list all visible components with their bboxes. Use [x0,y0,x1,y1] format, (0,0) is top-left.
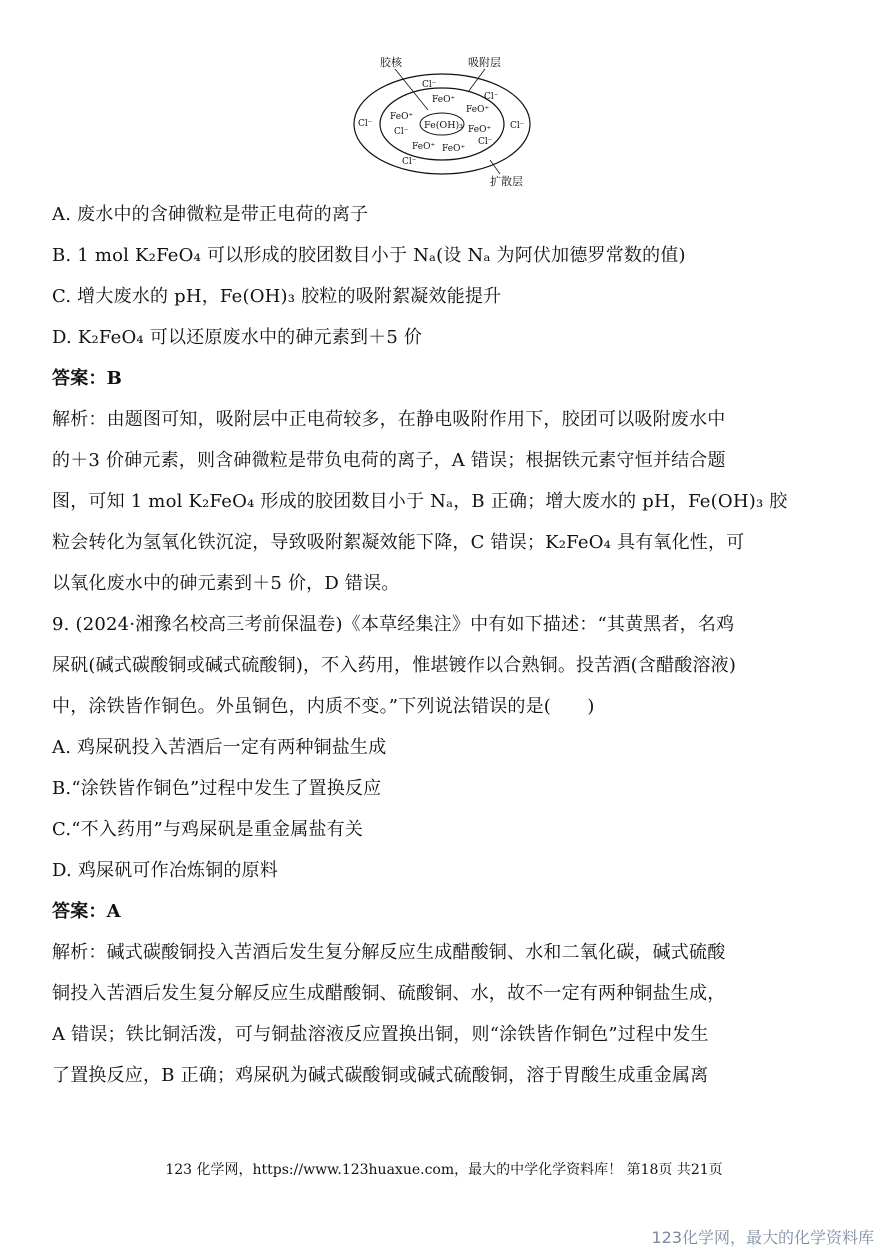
q9-analysis-line: 了置换反应，B 正确；鸡屎矾为碱式碳酸铜或碱式硫酸铜，溶于胃酸生成重金属离 [52,1065,709,1086]
label-core: 胶核 [380,56,402,69]
q8-option-d: D. K₂FeO₄ 可以还原废水中的砷元素到＋5 价 [52,327,423,348]
site-watermark: 123化学网，最大的化学资料库 [651,1228,874,1247]
pointer-adsorption [468,69,485,92]
q9-stem-line: 屎矾(碱式碳酸铜或碱式硫酸铜)，不入药用，惟堪镀作以合熟铜。投苦酒(含醋酸溶液) [52,655,737,676]
core-label: Fe(OH)₃ [424,120,463,131]
ion-feo: FeO⁺ [412,142,436,152]
q9-analysis-line: 铜投入苦酒后发生复分解反应生成醋酸铜、硫酸铜、水，故不一定有两种铜盐生成， [52,983,726,1004]
ion-feo: FeO⁺ [466,105,490,115]
q9-option-d: D. 鸡屎矾可作冶炼铜的原料 [52,860,279,881]
q8-option-c: C. 增大废水的 pH，Fe(OH)₃ 胶粒的吸附絮凝效能提升 [52,286,502,307]
q8-analysis-line: 解析：由题图可知，吸附层中正电荷较多，在静电吸附作用下，胶团可以吸附废水中 [52,409,726,430]
q9-option-a: A. 鸡屎矾投入苦酒后一定有两种铜盐生成 [52,737,387,758]
ion-cl: Cl⁻ [478,137,493,147]
q9-option-b: B.“涂铁皆作铜色”过程中发生了置换反应 [52,778,382,799]
ion-cl: Cl⁻ [358,119,373,129]
q8-answer [52,366,852,392]
ion-cl: Cl⁻ [422,80,437,90]
page-footer: 123 化学网，https://www.123huaxue.com，最大的中学化学资料库！ 第18页 共21页 [165,1162,723,1178]
q8-analysis-line: 粒会转化为氢氧化铁沉淀，导致吸附絮凝效能下降，C 错误；K₂FeO₄ 具有氧化性，可 [52,532,745,553]
q8-option-b: B. 1 mol K₂FeO₄ 可以形成的胶团数目小于 Nₐ(设 Nₐ 为阿伏加德罗常数的值) [52,245,686,266]
answer-label: 答案： [52,901,107,922]
q8-analysis-line: 图，可知 1 mol K₂FeO₄ 形成的胶团数目小于 Nₐ，B 正确；增大废水的 pH，Fe(OH)₃ 胶 [52,491,788,512]
label-adsorption-layer: 吸附层 [468,56,501,69]
q8-analysis-line: 的＋3 价砷元素，则含砷微粒是带负电荷的离子，A 错误；根据铁元素守恒并结合题 [52,450,726,471]
ion-feo: FeO⁺ [442,144,466,154]
answer-value: B [106,368,123,389]
q8-analysis-line: 以氧化废水中的砷元素到＋5 价，D 错误。 [52,573,400,594]
ion-cl: Cl⁻ [402,157,417,167]
colloid-micelle-diagram [350,52,540,190]
q9-answer [52,899,852,925]
q9-analysis-line: A 错误；铁比铜活泼，可与铜盐溶液反应置换出铜，则“涂铁皆作铜色”过程中发生 [52,1024,709,1045]
ion-feo: FeO⁺ [468,125,492,135]
answer-value: A [106,901,121,922]
ion-feo: FeO⁺ [390,112,414,122]
q8-option-a: A. 废水中的含砷微粒是带正电荷的离子 [52,204,369,225]
q9-stem-line: 9. (2024·湘豫名校高三考前保温卷)《本草经集注》中有如下描述：“其黄黑者，名鸡 [52,614,735,635]
ion-cl: Cl⁻ [510,121,525,131]
q9-stem-line: 中，涂铁皆作铜色。外虽铜色，内质不变。”下列说法错误的是( ) [52,696,595,717]
ion-cl: Cl⁻ [394,127,409,137]
label-diffusion-layer: 扩散层 [490,175,523,188]
q9-option-c: C.“不入药用”与鸡屎矾是重金属盐有关 [52,819,364,840]
q9-analysis-line: 解析：碱式碳酸铜投入苦酒后发生复分解反应生成醋酸铜、水和二氧化碳，碱式硫酸 [52,942,726,963]
answer-label: 答案： [52,368,107,389]
ion-feo: FeO⁺ [432,95,456,105]
ion-cl: Cl⁻ [484,92,499,102]
